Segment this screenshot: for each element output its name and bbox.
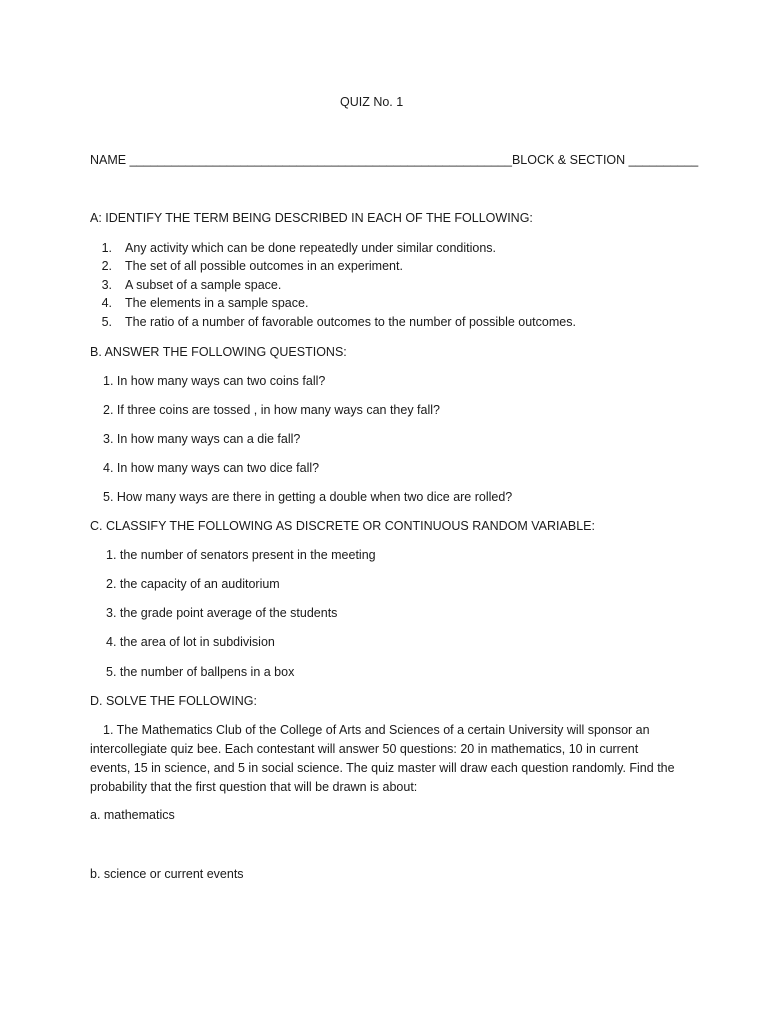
- part-b-label: b. science or current events: [90, 867, 244, 881]
- section-c-item: 5. the number of ballpens in a box: [106, 665, 295, 679]
- section-c-item: 4. the area of lot in subdivision: [106, 635, 275, 649]
- item-text: A subset of a sample space.: [125, 278, 282, 292]
- item-number: 4.: [101, 296, 112, 310]
- item-number: 3.: [101, 278, 112, 292]
- section-a-heading: A: IDENTIFY THE TERM BEING DESCRIBED IN EACH OF THE FOLLOWING:: [90, 211, 533, 225]
- item-text: The elements in a sample space.: [125, 296, 309, 310]
- problem-text: 1. The Mathematics Club of the College of Arts and Sciences of a certain University will sponsor an intercollegiate quiz bee. Each contestant will answer 50 questions: 20 in mathematics, 10 in current events, 15 in science, and 5 in social science. The quiz master will draw each question randomly. Find the probability that the first question that will be drawn is about:: [90, 723, 675, 794]
- section-b-question: 3. In how many ways can a die fall?: [103, 432, 301, 446]
- item-text: The ratio of a number of favorable outcomes to the number of possible outcomes.: [125, 315, 576, 329]
- item-number: 2.: [101, 259, 112, 273]
- section-b-question: 1. In how many ways can two coins fall?: [103, 374, 326, 388]
- section-c-item: 3. the grade point average of the students: [106, 606, 338, 620]
- section-c-item: 2. the capacity of an auditorium: [106, 577, 280, 591]
- section-b-heading: B. ANSWER THE FOLLOWING QUESTIONS:: [90, 345, 347, 359]
- section-d-heading: D. SOLVE THE FOLLOWING:: [90, 694, 257, 708]
- item-text: The set of all possible outcomes in an experiment.: [125, 259, 403, 273]
- section-b-question: 4. In how many ways can two dice fall?: [103, 461, 320, 475]
- section-b-question: 5. How many ways are there in getting a double when two dice are rolled?: [103, 490, 513, 504]
- item-number: 5.: [101, 315, 112, 329]
- name-block-section-line: NAME _______________________________________________________BLOCK & SECTION __________: [90, 153, 699, 167]
- item-number: 1.: [101, 241, 112, 255]
- item-text: Any activity which can be done repeatedly under similar conditions.: [125, 241, 497, 255]
- quiz-title: QUIZ No. 1: [340, 95, 404, 109]
- section-c-item: 1. the number of senators present in the meeting: [106, 548, 376, 562]
- part-a-label: a. mathematics: [90, 808, 175, 822]
- section-b-question: 2. If three coins are tossed , in how many ways can they fall?: [103, 403, 440, 417]
- section-c-heading: C. CLASSIFY THE FOLLOWING AS DISCRETE OR CONTINUOUS RANDOM VARIABLE:: [90, 519, 595, 533]
- section-d-problem: [90, 721, 675, 797]
